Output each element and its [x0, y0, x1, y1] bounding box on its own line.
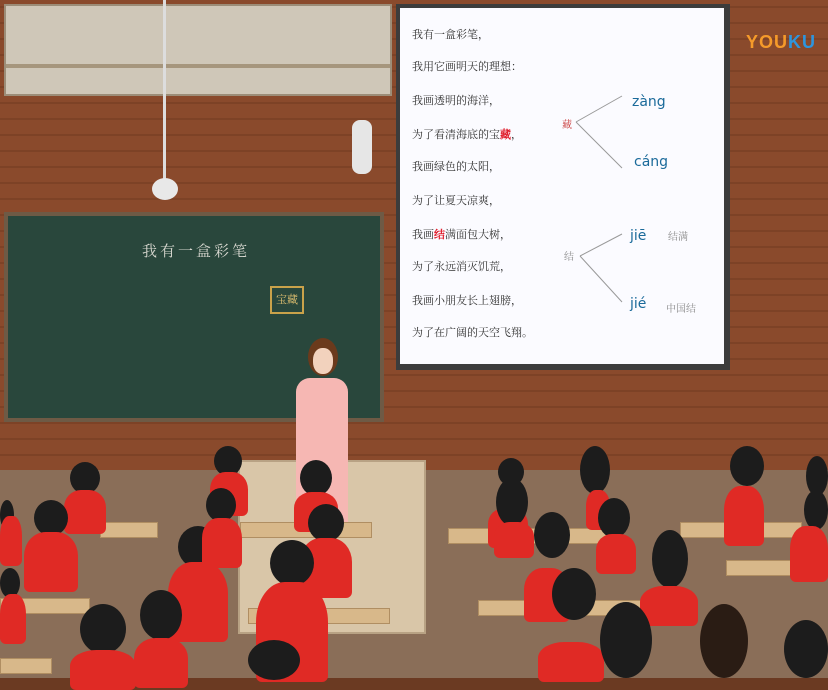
wall-camera: [352, 120, 372, 174]
desk: [0, 658, 52, 674]
slide-line: 我画小朋友长上翅膀，: [412, 294, 522, 307]
slide-line: 为了永远消灭饥荒，: [412, 260, 511, 273]
slide-line: 我画绿色的太阳，: [412, 160, 500, 173]
blackboard-title: 我有一盒彩笔: [142, 242, 251, 260]
pinyin-jie2: jié: [630, 296, 647, 312]
pinyin-cang: cáng: [634, 154, 669, 170]
desk: [100, 522, 158, 538]
slide: [400, 8, 724, 364]
ceiling-camera: [152, 178, 178, 200]
blackboard-word-box: 宝藏: [270, 286, 304, 314]
camera-pole: [163, 0, 166, 180]
youku-logo: YOUKU: [745, 32, 816, 52]
projection-screen: [396, 4, 730, 370]
note-zhongguojie: 中国结: [666, 304, 696, 315]
root-char-jie: 结: [564, 252, 574, 263]
slide-line: 我画透明的海洋，: [412, 94, 500, 107]
slide-line: 为了让夏天凉爽，: [412, 194, 500, 207]
slide-line: 我用它画明天的理想：: [412, 60, 522, 73]
pinyin-jie1: jiē: [630, 228, 647, 244]
slide-line: 我有一盒彩笔，: [412, 28, 489, 41]
slide-line: 我画结满面包大树，: [412, 228, 511, 241]
note-jieman: 结满: [668, 232, 688, 243]
slide-line: 为了看清海底的宝藏，: [412, 128, 522, 141]
slide-line: 为了在广阔的天空飞翔。: [412, 326, 533, 339]
wall-cabinet: [4, 4, 392, 96]
root-char-zang: 藏: [562, 120, 572, 131]
pinyin-zang: zàng: [632, 94, 666, 110]
